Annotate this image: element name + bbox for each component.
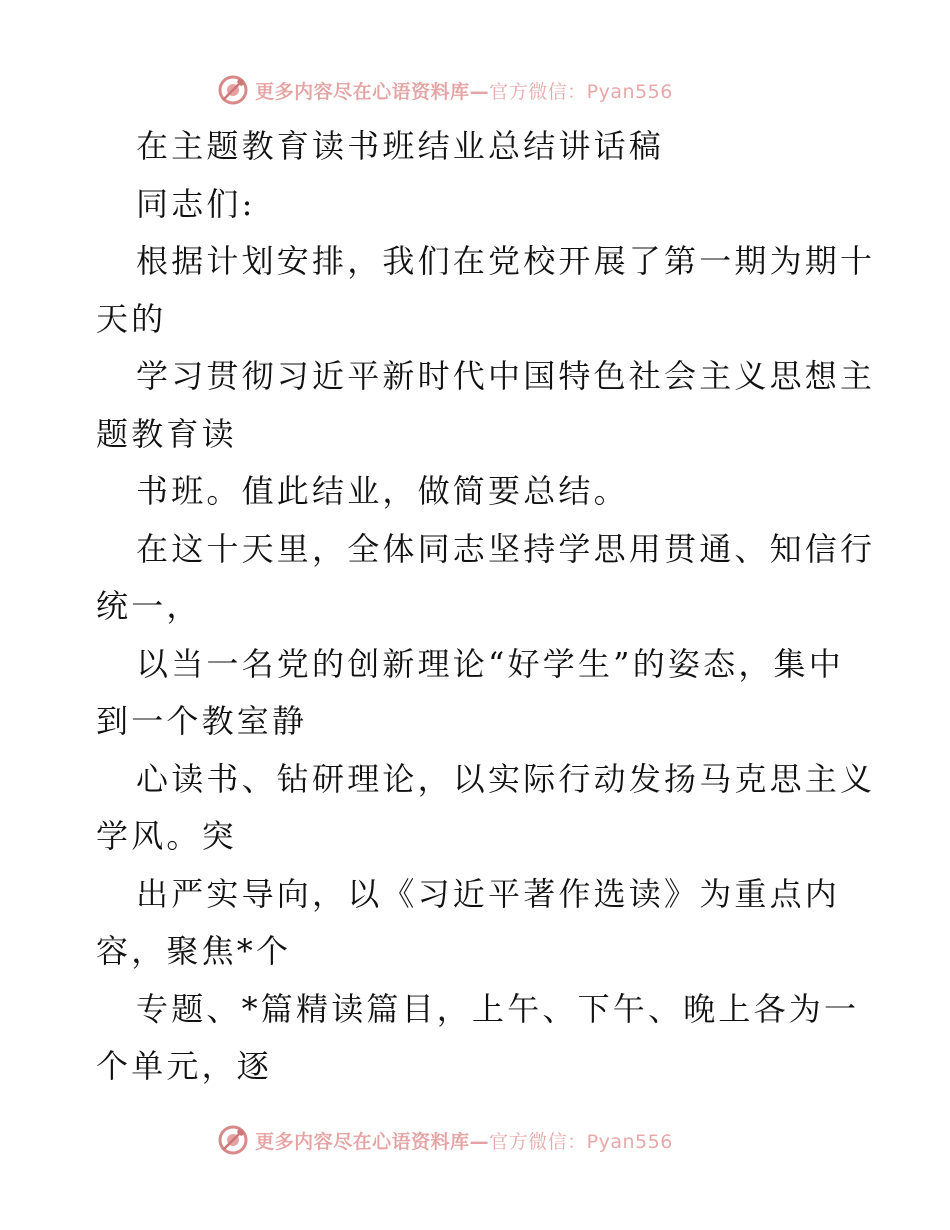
text-line: 书班。值此结业，做简要总结。 xyxy=(136,472,629,510)
banner-text xyxy=(255,77,673,104)
text-line: 专题、*篇精读篇目，上午、下午、晚上各为一 xyxy=(136,989,860,1028)
banner-wechat: 官方微信：Pyan556 xyxy=(489,80,673,103)
header-banner-inner xyxy=(217,74,673,106)
banner-wechat: 官方微信：Pyan556 xyxy=(489,1130,673,1153)
text-line: 出严实导向，以《习近平著作选读》为重点内 xyxy=(136,874,841,913)
text-line: 在主题教育读书班结业总结讲话稿 xyxy=(136,127,665,165)
text-line: 在这十天里，全体同志坚持学思用贯通、知信行 xyxy=(136,529,876,568)
footer-banner xyxy=(0,1120,950,1160)
text-line: 个单元，逐 xyxy=(96,1047,273,1085)
text-line: 到一个教室静 xyxy=(96,702,308,740)
text-line: 同志们: xyxy=(136,184,256,223)
banner-text xyxy=(255,1127,673,1154)
seal-logo-icon xyxy=(217,74,249,106)
text-line: 统一， xyxy=(96,587,202,625)
document-body xyxy=(96,118,876,1096)
text-line: 学风。突 xyxy=(96,817,237,855)
text-line: 根据计划安排，我们在党校开展了第一期为期十 xyxy=(136,242,876,280)
text-line: 题教育读 xyxy=(96,414,237,453)
footer-banner-inner xyxy=(217,1124,673,1156)
text-line: 心读书、钻研理论，以实际行动发扬马克思主义 xyxy=(136,759,876,798)
header-banner xyxy=(0,70,950,110)
text-line: 以当一名党的创新理论“好学生”的姿态，集中 xyxy=(136,644,844,683)
text-line: 容，聚焦*个 xyxy=(96,932,292,970)
banner-slogan: 更多内容尽在心语资料库— xyxy=(255,80,490,103)
text-line: 天的 xyxy=(96,299,167,338)
seal-logo-icon xyxy=(217,1124,249,1156)
text-line: 学习贯彻习近平新时代中国特色社会主义思想主 xyxy=(136,357,876,395)
banner-slogan: 更多内容尽在心语资料库— xyxy=(255,1130,490,1153)
